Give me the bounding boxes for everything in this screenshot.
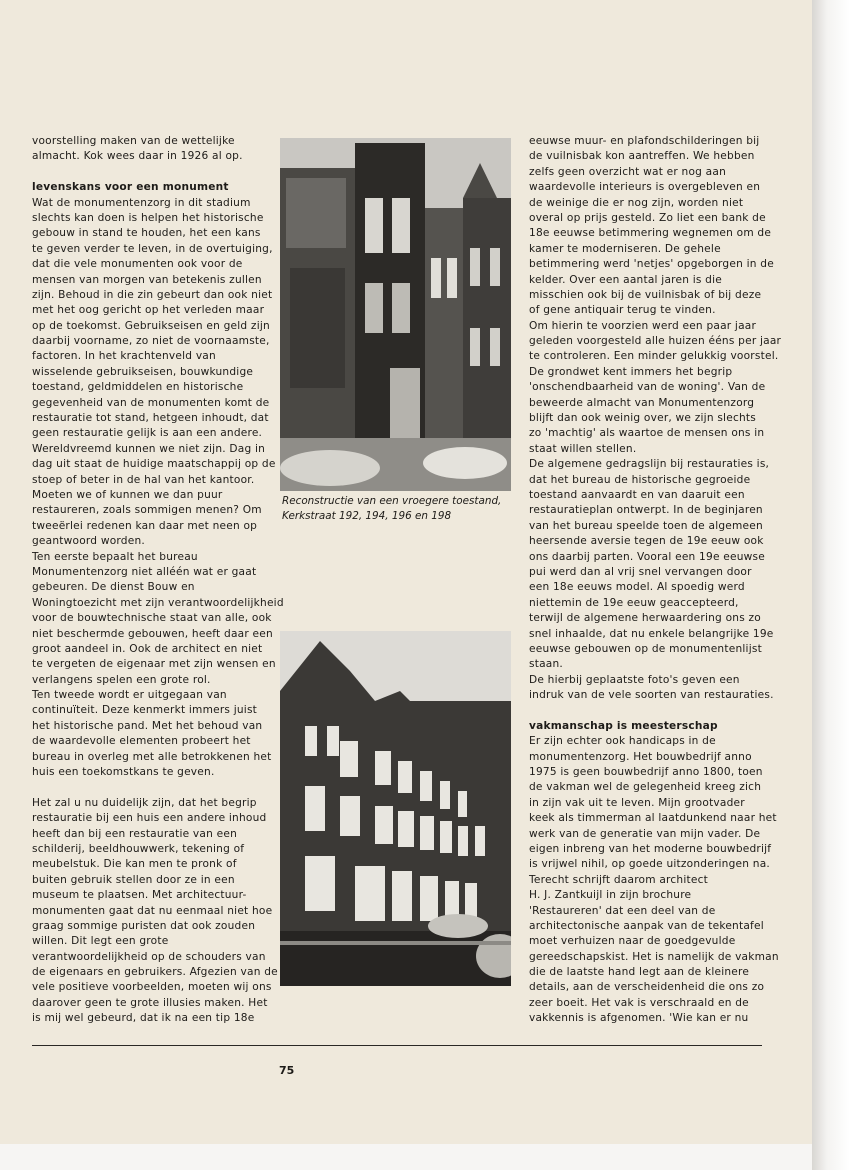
page-bottom-margin — [0, 1144, 812, 1170]
text-line: overal op prijs gesteld. Zo liet een bank de — [529, 211, 766, 224]
text-line: indruk van de vele soorten van restauraties. — [529, 689, 774, 702]
text-line: restauratie bij een huis een andere inhoud — [32, 812, 267, 825]
text-line: almacht. Kok wees daar in 1926 al op. — [32, 150, 243, 163]
building-photo-bottom — [280, 631, 511, 986]
text-line: geantwoord worden. — [32, 535, 145, 548]
text-line: kamer te moderniseren. De gehele — [529, 242, 721, 255]
text-line: monumentenzorg. Het bouwbedrijf anno — [529, 750, 752, 763]
text-line: Moeten we of kunnen we dan puur — [32, 488, 223, 501]
text-line: de weinige die er nog zijn, worden niet — [529, 196, 744, 209]
page-edge — [812, 0, 850, 1170]
text-line: geleden voorgesteld alle huizen ééns per jaar — [529, 335, 782, 348]
text-line: slechts kan doen is helpen het historische — [32, 211, 264, 224]
text-line: continuïteit. Deze kenmerkt immers juist — [32, 704, 258, 717]
text-line: mensen van morgen van betekenis zullen — [32, 273, 262, 286]
text-line: keek als timmerman al laatdunkend naar het — [529, 812, 777, 825]
text-line: 'onschendbaarheid van de woning'. Van de — [529, 381, 766, 394]
left-text-column — [32, 134, 284, 1027]
text-line: monumenten gaat dat nu eenmaal niet hoe — [32, 904, 273, 917]
text-line: misschien ook bij de vuilnisbak of bij deze — [529, 288, 762, 301]
text-line: 1975 is geen bouwbedrijf anno 1800, toen — [529, 766, 763, 779]
text-line: gereedschapskist. Het is namelijk de vakman — [529, 950, 779, 963]
text-line: Woningtoezicht met zijn verantwoordelijkheid — [32, 596, 284, 609]
text-line: gebouw in stand te houden, het een kans — [32, 227, 261, 240]
text-line: werk van de generatie van mijn vader. De — [529, 827, 761, 840]
text-line: gegevenheid van de monumenten komt de — [32, 396, 270, 409]
text-line: willen. Dit legt een grote — [32, 935, 169, 948]
building-photo-top — [280, 138, 511, 491]
text-line: een 18e eeuws model. Al spoedig werd — [529, 581, 745, 594]
text-line: niet beschermde gebouwen, heeft daar een — [32, 627, 273, 640]
right-text-column — [529, 134, 782, 1027]
text-line: huis een toekomstkans te geven. — [32, 766, 215, 779]
text-line: Er zijn echter ook handicaps in de — [529, 735, 716, 748]
text-line: dat het bureau de historische gegroeide — [529, 473, 751, 486]
caption-line-1: Reconstructie van een vroegere toestand, — [282, 495, 502, 507]
text-line: verlangens spelen een grote rol. — [32, 673, 211, 686]
text-line: heersende aversie tegen de 19e eeuw ook — [529, 535, 764, 548]
text-line: Monumentenzorg niet alléén wat er gaat — [32, 565, 257, 578]
text-line: pui werd dan al vrij snel vervangen door — [529, 565, 752, 578]
text-line: architectonische aanpak van de tekentafel — [529, 919, 764, 932]
text-line: is vrijwel nihil, op goede uitzonderingen na. — [529, 858, 770, 871]
text-line: daarbij voorname, zo niet de voornaamste, — [32, 335, 270, 348]
text-line: snel inhaalde, dat nu enkele belangrijke 19e — [529, 627, 774, 640]
text-line: meubelstuk. Die kan men te pronk of — [32, 858, 237, 871]
text-line: betimmering werd 'netjes' opgeborgen in de — [529, 258, 774, 271]
section-heading: levenskans voor een monument — [32, 181, 229, 194]
text-line: H. J. Zantkuijl in zijn brochure — [529, 889, 692, 902]
text-line: vele positieve voorbeelden, moeten wij ons — [32, 981, 272, 994]
text-line: terwijl de algemene herwaardering ons zo — [529, 612, 761, 625]
photo-restored-facades — [280, 631, 511, 986]
text-line: schilderij, beeldhouwwerk, tekening of — [32, 842, 245, 855]
text-line: ons daarbij parten. Vooral een 19e eeuwse — [529, 550, 765, 563]
footer-rule — [32, 1045, 762, 1046]
text-line: het historische pand. Met het behoud van — [32, 719, 263, 732]
text-line: Ten tweede wordt er uitgegaan van — [32, 689, 227, 702]
text-line: stoep of beter in de hal van het kantoor. — [32, 473, 255, 486]
photo-caption — [282, 494, 512, 524]
text-line: De algemene gedragslijn bij restauraties is, — [529, 458, 770, 471]
text-line: te vergeten de eigenaar met zijn wensen en — [32, 658, 276, 671]
text-line: 18e eeuwse betimmering wegnemen om de — [529, 227, 772, 240]
text-line: details, aan de verscheidenheid die ons zo — [529, 981, 765, 994]
text-line: met het oog gericht op het verleden maar — [32, 304, 265, 317]
text-line: de vuilnisbak kon aantreffen. We hebben — [529, 150, 755, 163]
text-line: 'Restaureren' dat een deel van de — [529, 904, 716, 917]
text-line: zo 'machtig' als waartoe de mensen ons in — [529, 427, 765, 440]
text-line: restauratieplan ontwerpt. In de beginjaren — [529, 504, 763, 517]
text-line: De grondwet kent immers het begrip — [529, 365, 733, 378]
text-line: daarover geen te grote illusies maken. Het — [32, 996, 268, 1009]
text-line: Om hierin te voorzien werd een paar jaar — [529, 319, 757, 332]
text-line: Wat de monumentenzorg in dit stadium — [32, 196, 251, 209]
text-line: groot aandeel in. Ook de architect en niet — [32, 642, 263, 655]
text-line: niettemin de 19e eeuw geaccepteerd, — [529, 596, 739, 609]
text-line: van het bureau speelde toen de algemeen — [529, 519, 763, 532]
paragraph-gap — [32, 165, 264, 180]
text-line: moet verhuizen naar de goedgevulde — [529, 935, 736, 948]
text-line: kelder. Over een aantal jaren is die — [529, 273, 723, 286]
text-line: staan. — [529, 658, 564, 671]
text-line: te controleren. Een minder gelukkig voorstel. — [529, 350, 779, 363]
text-line: blijft dan ook weinig over, we zijn slechts — [529, 412, 757, 425]
text-line: de vakman wel de gelegenheid kreeg zich — [529, 781, 762, 794]
photo-reconstruction-kerkstraat — [280, 138, 511, 491]
text-line: in zijn vak uit te leven. Mijn grootvader — [529, 796, 745, 809]
paragraph-gap — [32, 780, 264, 795]
text-line: eeuwse gebouwen op de monumentenlijst — [529, 642, 762, 655]
text-line: voor de bouwtechnische staat van alle, ook — [32, 612, 272, 625]
text-line: graag sommige puristen dat ook zouden — [32, 919, 256, 932]
text-line: heeft dan bij een restauratie van een — [32, 827, 237, 840]
text-line: staat willen stellen. — [529, 442, 637, 455]
text-line: is mij wel gebeurd, dat ik na een tip 18e — [32, 1012, 255, 1025]
caption-line-2: Kerkstraat 192, 194, 196 en 198 — [282, 510, 452, 522]
text-line: dat die vele monumenten ook voor de — [32, 258, 243, 271]
text-line: eigen inbreng van het moderne bouwbedrijf — [529, 842, 772, 855]
paragraph-gap — [529, 703, 769, 718]
text-line: buiten gebruik stellen door ze in een — [32, 873, 235, 886]
text-line: dag uit staat de huidige maatschappij op de — [32, 458, 276, 471]
text-line: vakkennis is afgenomen. 'Wie kan er nu — [529, 1012, 749, 1025]
text-line: Ten eerste bepaalt het bureau — [32, 550, 198, 563]
text-line: te geven verder te leven, in de overtuiging, — [32, 242, 273, 255]
text-line: tweeërlei redenen kan daar met neen op — [32, 519, 258, 532]
text-line: die de laatste hand legt aan de kleinere — [529, 966, 750, 979]
text-line: zeer boeit. Het vak is verschraald en de — [529, 996, 749, 1009]
text-line: museum te plaatsen. Met architectuur- — [32, 889, 247, 902]
text-line: beweerde almacht van Monumentenzorg — [529, 396, 755, 409]
text-line: restauratie tot stand, hetgeen inhoudt, dat — [32, 412, 269, 425]
text-line: zelfs geen overzicht wat er nog aan — [529, 165, 726, 178]
text-line: bureau in overleg met alle betrokkenen het — [32, 750, 272, 763]
text-line: voorstelling maken van de wettelijke — [32, 135, 235, 147]
text-line: gebeuren. De dienst Bouw en — [32, 581, 195, 594]
text-line: toestand aanvaardt en van daaruit een — [529, 488, 745, 501]
text-line: eeuwse muur- en plafondschilderingen bij — [529, 135, 760, 147]
text-line: op de toekomst. Gebruikseisen en geld zijn — [32, 319, 270, 332]
text-line: wisselende gebruikseisen, bouwkundige — [32, 365, 254, 378]
text-line: de eigenaars en gebruikers. Afgezien van de — [32, 966, 278, 979]
text-line: geen restauratie gelijk is aan een andere. — [32, 427, 263, 440]
text-line: factoren. In het krachtenveld van — [32, 350, 216, 363]
text-line: de waardevolle elementen probeert het — [32, 735, 251, 748]
text-line: of gene antiquair terug te vinden. — [529, 304, 716, 317]
text-line: restaureren, zoals sommigen menen? Om — [32, 504, 262, 517]
text-line: Het zal u nu duidelijk zijn, dat het begrip — [32, 796, 257, 809]
text-line: verantwoordelijkheid op de schouders van — [32, 950, 266, 963]
text-line: Wereldvreemd kunnen we niet zijn. Dag in — [32, 442, 266, 455]
text-line: zijn. Behoud in die zin gebeurt dan ook niet — [32, 288, 273, 301]
text-line: De hierbij geplaatste foto's geven een — [529, 673, 740, 686]
text-line: waardevolle interieurs is overgebleven en — [529, 181, 761, 194]
text-line: Terecht schrijft daarom architect — [529, 873, 708, 886]
page-number: 75 — [279, 1064, 295, 1077]
text-line: toestand, geldmiddelen en historische — [32, 381, 244, 394]
section-heading: vakmanschap is meesterschap — [529, 719, 718, 732]
